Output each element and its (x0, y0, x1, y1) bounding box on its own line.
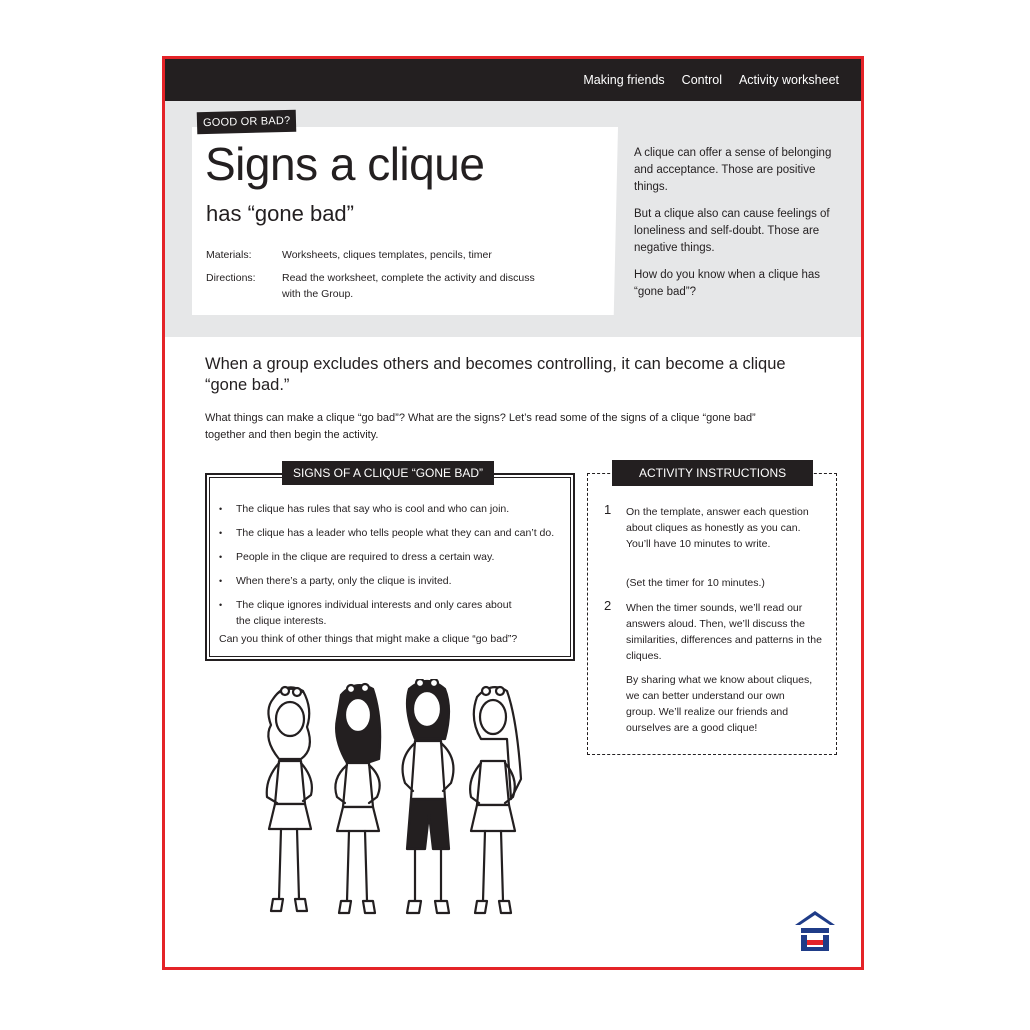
good-or-bad-tag: GOOD OR BAD? (197, 110, 297, 135)
list-item: • The clique has a leader who tells people what they can and can’t do. (219, 525, 564, 541)
worksheet-page (162, 56, 864, 970)
intro-paragraph: A clique can offer a sense of belonging and acceptance. Those are positive things. (634, 147, 832, 193)
top-nav-bar (165, 59, 861, 101)
header-panel (165, 101, 861, 337)
signs-closing-question: Can you think of other things that might make a clique “go bad”? (219, 633, 518, 645)
nav-control[interactable]: Control (681, 73, 722, 87)
activity-heading: ACTIVITY INSTRUCTIONS (612, 460, 813, 486)
lead-statement: When a group excludes others and becomes controlling, it can become a clique “gone bad.” (205, 355, 786, 394)
directions-label: Directions: (206, 272, 256, 284)
step-text: When the timer sounds, we’ll read our answers aloud. Then, we’ll discuss the similarities, differences and patterns in the cliques. (626, 602, 822, 662)
activity-closing: By sharing what we know about cliques, we can better understand our own group. We’ll realize our friends and ourselves are a good clique! (626, 674, 813, 734)
step-number: 2 (604, 598, 612, 613)
materials-label: Materials: (206, 249, 252, 261)
materials-value: Worksheets, cliques templates, pencils, timer (282, 249, 492, 261)
page-title: Signs a clique (205, 138, 485, 190)
organization-logo (793, 909, 837, 953)
list-item: • The clique ignores individual interests and only cares about the clique interests. (219, 597, 516, 629)
intro-paragraph: How do you know when a clique has “gone bad”? (634, 269, 821, 298)
signs-heading: SIGNS OF A CLIQUE “GONE BAD” (282, 461, 494, 485)
signs-list (219, 501, 564, 637)
nav-activity-worksheet[interactable]: Activity worksheet (738, 73, 839, 87)
page-subtitle: has “gone bad” (206, 201, 354, 226)
intro-paragraph: But a clique also can cause feelings of loneliness and self-doubt. Those are negative things. (634, 208, 830, 254)
nav-links (583, 59, 839, 101)
list-item: • The clique has rules that say who is cool and who can join. (219, 501, 564, 517)
step-number: 1 (604, 502, 612, 517)
intro-question: What things can make a clique “go bad”? What are the signs? Let’s read some of the signs of a clique “gone bad” together and then begin the activity. (205, 412, 756, 441)
step-text: On the template, answer each question about cliques as honestly as you can. You’ll have 10 minutes to write. (626, 506, 809, 550)
signs-box (205, 473, 575, 661)
girls-illustration (245, 679, 545, 949)
nav-making-friends[interactable]: Making friends (583, 73, 665, 87)
directions-value: Read the worksheet, complete the activity and discuss with the Group. (282, 272, 535, 300)
list-item: • When there’s a party, only the clique is invited. (219, 573, 564, 589)
list-item: • People in the clique are required to dress a certain way. (219, 549, 564, 565)
activity-box (587, 473, 837, 755)
intro-text (634, 145, 834, 311)
timer-note: (Set the timer for 10 minutes.) (626, 577, 765, 589)
